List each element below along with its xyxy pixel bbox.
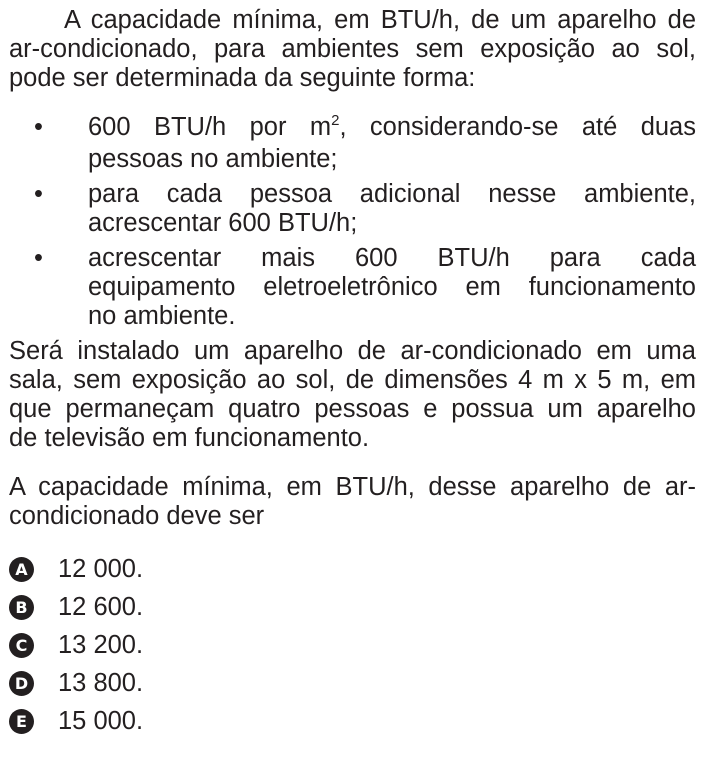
prompt-line: A capacidade mínima, em BTU/h, desse aparelho de ar- [9,473,696,501]
scenario-line: Será instalado um aparelho de ar-condicionado em uma [9,337,696,365]
criteria-text: no ambiente. [88,302,236,330]
intro-paragraph [9,6,696,93]
scenario-line: sala, sem exposição ao sol, de dimensões 4 m x 5 m, em [9,366,696,394]
criteria-list [9,113,696,331]
option-e[interactable] [9,705,696,737]
option-c[interactable] [9,629,696,661]
scenario-line: de televisão em funcionamento. [9,424,370,452]
criteria-item [9,113,696,174]
criteria-text: equipamento eletroeletrônico em funcionamento [88,273,696,301]
option-text: 15 000. [58,706,144,735]
option-d[interactable] [9,667,696,699]
answer-options [9,553,696,737]
criteria-text: acrescentar 600 BTU/h; [88,209,358,237]
intro-line-1: A capacidade mínima, em BTU/h, de um aparelho de [64,6,696,34]
option-text: 13 200. [58,630,144,659]
prompt-line: condicionado deve ser [9,502,265,530]
scenario-paragraph [9,337,696,453]
criteria-text: 600 BTU/h por m [88,113,332,141]
intro-line-3: pode ser determinada da seguinte forma: [9,64,476,92]
criteria-text: para cada pessoa adicional nesse ambiente, [88,180,696,208]
option-letter-icon: C [9,633,34,658]
option-b[interactable] [9,591,696,623]
option-text: 13 800. [58,668,144,697]
scenario-line: que permaneçam quatro pessoas e possua um aparelho [9,395,696,423]
criteria-line [88,113,696,145]
superscript: 2 [331,112,340,129]
bullet-icon: • [34,244,43,272]
option-letter-icon: A [9,557,34,582]
option-letter-icon: E [9,709,34,734]
question-prompt [9,473,696,531]
option-a[interactable] [9,553,696,585]
criteria-item [9,180,696,238]
criteria-text: pessoas no ambiente; [88,145,338,173]
option-text: 12 600. [58,592,144,621]
option-letter-icon: D [9,671,34,696]
option-text: 12 000. [58,554,144,583]
bullet-icon: • [34,180,43,208]
criteria-text: acrescentar mais 600 BTU/h para cada [88,244,696,272]
criteria-item [9,244,696,331]
criteria-text: , considerando-se até duas [339,113,696,141]
intro-line-2: ar-condicionado, para ambientes sem exposição ao sol, [9,35,696,63]
option-letter-icon: B [9,595,34,620]
bullet-icon: • [34,113,43,141]
